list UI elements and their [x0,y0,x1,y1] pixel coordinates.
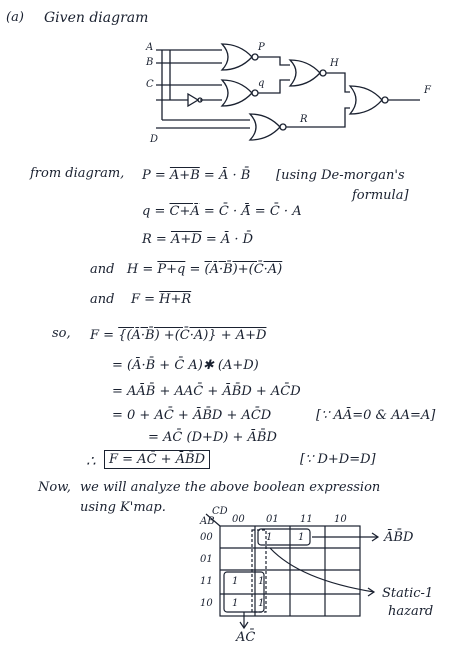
input-label-a: A [146,42,154,53]
gate-label-r: R [300,114,308,125]
simplification-line4-note: [∵ AĀ=0 & AA=A] [316,408,436,423]
therefore-symbol: ∴ [86,452,96,470]
gate-label-q: q [258,78,265,89]
kmap-col-header: 00 [232,514,245,525]
equation-p-note-line1: [using De-morgan's [276,168,405,183]
kmap-row-header: 00 [200,532,213,543]
kmap-sentence-line1: we will analyze the above boolean expression [80,480,381,495]
simplification-line2: = (Ā·B̄ + C̄ A)✱ (A+D) [112,358,259,373]
kmap-col-header: 11 [300,514,313,525]
kmap-row-header: 10 [200,598,213,609]
simplification-so: so, [52,326,71,341]
final-expression: F = AC̄ + ĀB̄D [104,450,210,469]
kmap-cell-one: 1 [298,532,305,543]
equation-p-note-line2: formula] [352,188,409,203]
kmap-cell-one: 1 [266,532,273,543]
simplification-line4: = 0 + AC̄ + ĀB̄D + AC̄D [112,408,272,423]
now-label: Now, [38,480,71,495]
gate-label-h: H [330,58,339,69]
kmap-label-hazard-line2: hazard [388,604,434,619]
kmap-col-header: 10 [334,514,347,525]
equation-f: and F = H+R [90,292,192,307]
simplification-line3: = AĀB̄ + AAC̄ + ĀB̄D + AC̄D [112,384,301,399]
kmap-cell-one: 1 [232,598,239,609]
kmap-row-header: 11 [200,576,213,587]
page-title: Given diagram [44,10,149,26]
equation-q: q = C+Ā = C̄ · Ā̄ = C̄ · A [142,204,302,219]
kmap-cell-one: 1 [258,576,265,587]
kmap-label-abd: ĀB̄D [384,530,414,545]
kmap-label-ac: AC̄ [236,630,256,645]
equation-h: and H = P+q = (Ā·B̄)+(C̄·A) [90,262,283,277]
kmap-label-hazard-line1: Static-1 [382,586,434,601]
simplification-line5: = AC̄ (D+D) + ĀB̄D [148,430,277,445]
part-label: (a) [6,10,24,25]
kmap-col-header: 01 [266,514,279,525]
input-label-c: C [146,79,154,90]
gate-label-f: F [424,85,431,96]
simplification-line1: F = {(Ā·B̄) +(C̄·A)} + A+D [90,328,267,343]
input-label-d: D [150,134,159,145]
kmap-corner-cd: CD [212,506,228,517]
kmap-sentence-line2: using K'map. [80,500,166,515]
input-label-b: B [146,57,154,68]
kmap-corner-ab: AB [200,516,215,527]
final-expression-note: [∵ D+D=D] [300,452,376,467]
kmap-row-header: 01 [200,554,213,565]
kmap-cell-one: 1 [232,576,239,587]
gate-label-p: P [258,42,265,53]
derivation-intro: from diagram, [30,166,125,181]
equation-p: P = A+B = Ā · B̄ [142,168,251,183]
equation-r: R = A+D = Ā · D̄ [142,232,254,247]
kmap-cell-one: 1 [258,598,265,609]
